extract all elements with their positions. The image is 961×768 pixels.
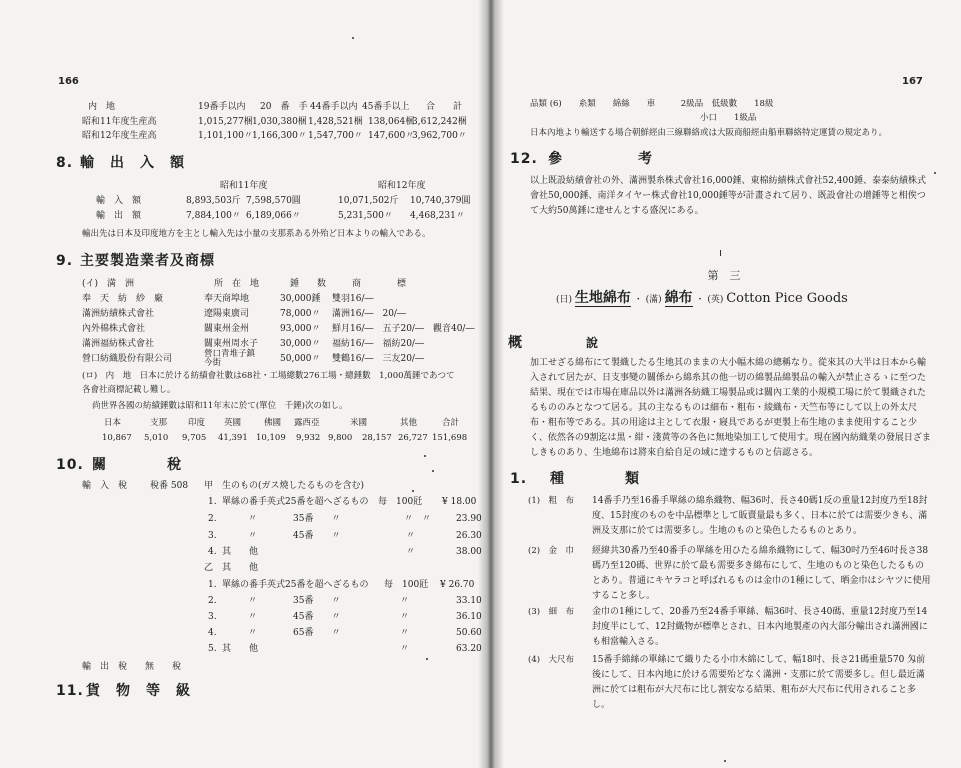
print-speck — [412, 490, 414, 492]
ws-cell: 3,612,242梱 — [412, 117, 467, 127]
sec9-ro-line2: 各會社商標記載し難し。 — [82, 385, 176, 395]
tariff-row-unit: 〃 — [400, 644, 410, 654]
world-header: 印度 — [188, 418, 206, 428]
maker-trademark: 滿洲16/― 20/― — [332, 309, 406, 319]
overview-label-2: 說 — [586, 336, 600, 350]
print-speck — [934, 172, 936, 174]
maker-location: 營口青堆子鎮 今街 — [204, 349, 256, 368]
maker-spindles: 30,000錘 — [280, 294, 321, 304]
kind-tag: (3) 細 布 — [528, 607, 575, 617]
sec8-cell: 6,189,066〃 — [246, 211, 301, 221]
section-1-number: 1. — [510, 471, 528, 487]
section-12-paragraph: 以上既設紡績會社の外、滿洲製糸株式會社16,000錘、東棉紡績株式會社52,400錘、泰泰紡績株式會社50,000錘、南洋タイヤー株式會社10,000錘等が計畫されて居り、既設會社の增錘等と相俟つて大約50萬錘に達せんとする盛況にある。 — [530, 176, 926, 216]
section-12-title: 參 考 — [548, 151, 653, 167]
ws-cell: 1,166,300〃 — [252, 131, 307, 141]
sec8-cell: 4,468,231〃 — [410, 211, 465, 221]
world-value: 151,698 — [432, 433, 468, 443]
kind-desc: 14番手乃至16番手單絲の綿糸織物、幅36吋、長さ40碼1反の重量12封度乃至18封度、15封度のものを中品標準として販賣量最も多く、日本に於ては需要少きも、滿洲及支那に於ては需要多し。生地のものと染色したるものとあり。 — [592, 496, 928, 536]
ws-row-label: 昭和11年度生産高 — [82, 117, 157, 127]
tariff-row-unit: 每 100瓩 — [378, 497, 423, 507]
ws-header: 45番手以上 — [362, 102, 410, 112]
world-header: 佛國 — [264, 418, 282, 428]
sec9-col-location: 所 在 地 — [214, 279, 260, 289]
tariff-row-no: 3. — [208, 531, 217, 541]
export-tax-label: 輸 出 稅 無 稅 — [82, 662, 182, 672]
world-header: 日本 — [104, 418, 122, 428]
ws-cell: 138,064梱 — [368, 117, 415, 127]
world-header: 米國 — [350, 418, 368, 428]
overview-label: 概 — [508, 335, 523, 351]
world-value: 9,932 — [296, 433, 321, 443]
tariff-group-b: 乙 其 他 — [204, 563, 259, 573]
freight-class-line2: 小口 1級品 — [700, 113, 757, 123]
maker-location: 遼陽東廣司 — [204, 309, 250, 319]
tariff-row-desc: 〃 35番 〃 — [248, 596, 341, 606]
ws-header: 20 番 手 — [260, 102, 308, 112]
ws-header: 19番手以内 — [198, 102, 246, 112]
maker-name: 滿洲福紡株式會社 — [82, 339, 155, 349]
tariff-row-rate: ¥ 18.00 — [442, 497, 477, 507]
maker-name: 滿洲紡績株式會社 — [82, 309, 155, 319]
kind-tag: (2) 金 巾 — [528, 546, 575, 556]
tariff-row-desc: 單絲の番手英式25番を超へざるもの — [222, 580, 369, 590]
title-tag-ja: (日) — [556, 295, 573, 305]
world-value: 5,010 — [144, 433, 169, 443]
sec9-col-trademark: 商 標 — [352, 279, 407, 289]
maker-spindles: 78,000〃 — [280, 309, 321, 319]
world-header: 露西亞 — [294, 418, 320, 428]
part-label: 第 三 — [707, 269, 741, 282]
sec8-cell: 10,740,379圓 — [410, 196, 471, 206]
sec8-year2: 昭和12年度 — [378, 181, 426, 191]
section-11-title: 貨 物 等 級 — [86, 683, 191, 699]
world-value: 10,867 — [102, 433, 132, 443]
tariff-row-no: 2. — [208, 596, 217, 606]
tariff-row-unit: 〃 — [406, 531, 416, 541]
tariff-row-unit: 〃 — [400, 596, 410, 606]
tariff-row-no: 2. — [208, 514, 217, 524]
ws-cell: 1,428,521梱 — [308, 117, 363, 127]
ws-header-region: 内 地 — [88, 102, 116, 112]
maker-spindles: 50,000〃 — [280, 354, 321, 364]
maker-location: 關東州金州 — [204, 324, 250, 334]
maker-name: 內外棉株式會社 — [82, 324, 146, 334]
sec8-cell: 5,231,500〃 — [338, 211, 393, 221]
world-header: 支那 — [150, 418, 168, 428]
maker-trademark: 雙鶴16/― 三友20/― — [332, 354, 424, 364]
tariff-row-unit: 〃 — [406, 547, 416, 557]
sec8-cell: 10,071,502斤 — [338, 196, 399, 206]
title-man: 綿布 — [664, 290, 693, 306]
title-tag-en: (英) — [707, 295, 724, 305]
sec8-cell: 7,598,570圓 — [246, 196, 301, 206]
ws-cell: 1,030,380梱 — [252, 117, 307, 127]
sec9-col-spindles: 錘 数 — [290, 279, 327, 289]
sec8-row-label: 輸 入 額 — [96, 196, 142, 206]
maker-name: 營口紡織股份有限公司 — [82, 354, 173, 364]
tariff-row-desc: 〃 35番 〃 — [248, 514, 341, 524]
right-page — [504, 0, 961, 768]
ws-cell: 1,547,700〃 — [308, 131, 363, 141]
ws-cell: 1,015,277梱 — [198, 117, 253, 127]
ws-cell: 147,600〃 — [368, 131, 415, 141]
sec8-row-label: 輸 出 額 — [96, 211, 142, 221]
tariff-row-rate: 63.20 — [456, 644, 482, 654]
ws-cell: 3,962,700〃 — [412, 131, 467, 141]
world-value: 26,727 — [398, 433, 428, 443]
tariff-row-rate: 36.10 — [456, 612, 482, 622]
tariff-group-a: 甲 生のもの(ガス燒したるものを含む) — [204, 481, 365, 491]
maker-trademark: 鮮月16/― 五子20/― 觀音40/― — [332, 324, 475, 334]
section-9-number: 9. — [56, 253, 74, 269]
page-number-left: 166 — [58, 76, 79, 87]
section-1-title: 種 類 — [550, 471, 640, 487]
world-value: 9,800 — [328, 433, 353, 443]
left-page — [0, 0, 480, 768]
tariff-row-rate: 26.30 — [456, 531, 482, 541]
print-speck — [424, 455, 426, 457]
tariff-row-rate: 23.90 — [456, 514, 482, 524]
tariff-row-no: 4. — [208, 628, 217, 638]
tariff-row-desc: 〃 45番 〃 — [248, 612, 341, 622]
world-value: 9,705 — [182, 433, 207, 443]
kind-tag: (1) 粗 布 — [528, 496, 575, 506]
kind-tag: (4) 大尺布 — [528, 655, 575, 665]
maker-trademark: 福紡16/― 福紡20/― — [332, 339, 424, 349]
tariff-row-no: 1. — [208, 497, 217, 507]
tariff-row-desc: 〃 65番 〃 — [248, 628, 341, 638]
tariff-row-rate: 50.60 — [456, 628, 482, 638]
section-12-number: 12. — [510, 151, 538, 167]
overview-paragraph: 加工せざる綿布にて製織したる生地其のままの大小幅木綿の總稱なり。從來其の大半は日本から輸入されて居たが、日支事變の關係から綿糸其の他一切の綿製品綿製品の輸入が禁止さるゝに至つた結果、現在では市場在庫品以外は滿洲各紡織工場製品或は關內工業的小規模工場に於て製織されたるもののみとなつて居る。其の主なるものは細布・粗布・綾織布・天竺布等にして以上の外太尺布・粗布等である。其の用途は主として衣服・寢具であるが更製上布生地のまま使用すること少く、依然各の9割迄は黒・紺・淺黄等の各色に無地染加工して使用す。現在國內紡織業の發展日ざましきものあり、生地綿布は將來自給自足の域に達するものと信認さる。 — [530, 358, 931, 458]
print-speck — [352, 37, 354, 39]
tariff-row-no: 4. — [208, 547, 217, 557]
tariff-row-no: 1. — [208, 580, 217, 590]
world-spindles-intro: 尚世界各國の紡績錘數は昭和11年末に於て(單位 千錘)次の如し。 — [92, 401, 348, 411]
sec8-note: 輸出先は日本及印度地方を主とし輸入先は小量の支那系ある外殆ど日本よりの輸入である。 — [82, 229, 431, 239]
tariff-row-unit: 〃 〃 — [404, 514, 432, 524]
tariff-row-unit: 〃 — [400, 612, 410, 622]
ws-cell: 1,101,100〃 — [198, 131, 253, 141]
print-speck — [432, 470, 434, 472]
sec9-group-ro: (ロ) 内 地 日本に於ける紡績會社數は68社・工場總數276工場・總錘數 1,000萬錘であつて — [82, 371, 455, 381]
world-value: 28,157 — [362, 433, 392, 443]
ws-header: 44番手以内 — [310, 102, 358, 112]
section-9-title: 主要製造業者及商標 — [80, 253, 215, 269]
section-10-number: 10. — [56, 457, 84, 473]
sec9-group-i: (イ) 満 洲 — [82, 279, 135, 289]
kind-desc: 15番手綿絲の單絲にて織りたる小巾木綿にして、幅18吋、長さ21碼重量570 匁前後にして、日本內地に於ける需要殆どなく滿洲・支那に於て需要多し。但し最近滿洲に於ては粗布が大尺布に比し割安なる結果、粗布が大尺布に代用されること多し。 — [592, 655, 926, 710]
tariff-row-no: 3. — [208, 612, 217, 622]
sec8-cell: 8,893,503斤 — [186, 196, 241, 206]
maker-trademark: 雙羽16/― — [332, 294, 374, 304]
world-value: 41,391 — [218, 433, 248, 443]
ws-row-label: 昭和12年度生産高 — [82, 131, 157, 141]
kind-desc: 經緯共30番乃至40番手の單絲を用ひたる綿糸織物にして、幅30吋乃至46吋長さ38碼乃至120碼、世界に於て最も需要多き綿布にして、生地のものと染色したるものとあり。普通にキヤラコと呼ばれるものは金巾の1種にして、晒金巾はシヤツに使用すること多し。 — [592, 546, 931, 601]
title-en: Cotton Pice Goods — [726, 291, 848, 306]
tariff-row-desc: 其 他 — [222, 547, 259, 557]
sec8-year1: 昭和11年度 — [220, 181, 268, 191]
tariff-row-desc: 單絲の番手英式25番を超へざるもの — [222, 497, 369, 507]
section-8-number: 8. — [56, 155, 74, 171]
tariff-row-rate: 38.00 — [456, 547, 482, 557]
freight-note: 日本內地より輸送する場合朝鮮經由三線聯絡或は大阪商船經由船車聯絡特定運賃の規定あり。 — [530, 128, 888, 138]
print-speck — [426, 658, 428, 660]
ws-header: 合 計 — [426, 102, 463, 112]
tariff-row-rate: 33.10 — [456, 596, 482, 606]
section-10-title: 關 稅 — [92, 457, 182, 473]
title-ja: 生地綿布 — [574, 290, 631, 306]
sec8-cell: 7,884,100〃 — [186, 211, 241, 221]
tariff-row-unit: 〃 — [400, 628, 410, 638]
tariff-row-no: 5. — [208, 644, 217, 654]
maker-location: 關東州周水子 — [204, 339, 259, 349]
page-number-right: 167 — [902, 76, 923, 87]
world-header: 其他 — [400, 418, 418, 428]
section-11-number: 11. — [56, 683, 84, 699]
tariff-row-unit: 每 100瓩 — [384, 580, 429, 590]
world-header: 合計 — [442, 418, 460, 428]
tariff-number: 稅番 508 — [150, 481, 189, 491]
import-tax-label: 輸 入 稅 — [82, 481, 128, 491]
tariff-row-desc: 其 他 — [222, 644, 259, 654]
world-value: 10,109 — [256, 433, 286, 443]
kind-desc: 金巾の1種にして、20番乃至24番手單絲、幅36吋、長さ40碼、重量12封度乃至14封度半にして、12封織物が標準とされ、日本內地製產の內大部分輸出され滿洲國にも相當輸入さる。 — [592, 607, 928, 647]
section-8-title: 輸 出 入 額 — [80, 155, 185, 171]
world-header: 英國 — [224, 418, 242, 428]
chapter-title: (日) 生地綿布 ・ (滿) 綿布 ・ (英) Cotton Pice Goods — [556, 290, 848, 306]
print-speck — [724, 760, 726, 762]
maker-name: 奉 天 紡 紗 廠 — [82, 294, 164, 304]
title-tag-man: (滿) — [645, 295, 662, 305]
tariff-row-desc: 〃 45番 〃 — [248, 531, 341, 541]
maker-spindles: 93,000〃 — [280, 324, 321, 334]
maker-spindles: 30,000〃 — [280, 339, 321, 349]
print-speck — [720, 250, 721, 256]
tariff-row-rate: ¥ 26.70 — [440, 580, 475, 590]
maker-location: 奉天商埠地 — [204, 294, 250, 304]
freight-class-line1: 品類 (6) 糸類 綿絲 車 2級品 低級數 18級 — [530, 99, 774, 109]
